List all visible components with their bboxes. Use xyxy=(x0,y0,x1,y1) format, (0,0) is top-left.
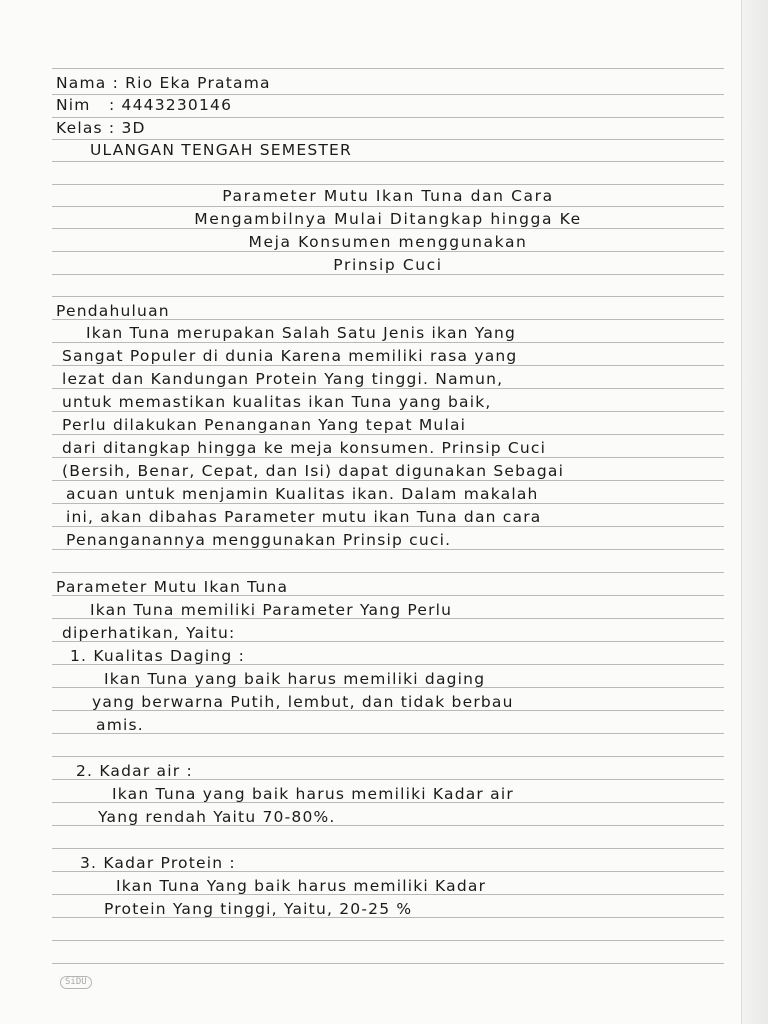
ruled-line xyxy=(52,296,724,297)
intro-line: dari ditangkap hingga ke meja konsumen. Prinsip Cuci xyxy=(62,439,547,457)
essay-title-line-2: Mengambilnya Mulai Ditangkap hingga Ke xyxy=(194,210,582,228)
ruled-line xyxy=(52,94,724,95)
student-nim: Nim : 4443230146 xyxy=(56,96,233,114)
ruled-line xyxy=(52,848,724,849)
ruled-line xyxy=(52,411,724,412)
ruled-line xyxy=(52,184,724,185)
ruled-line xyxy=(52,434,724,435)
section-heading-intro: Pendahuluan xyxy=(56,302,170,320)
ruled-line xyxy=(52,139,724,140)
intro-line: acuan untuk menjamin Kualitas ikan. Dalam makalah xyxy=(66,485,539,503)
page-edge xyxy=(741,0,768,1024)
ruled-line xyxy=(52,228,724,229)
ruled-line xyxy=(52,274,724,275)
ruled-line xyxy=(52,457,724,458)
ruled-line xyxy=(52,365,724,366)
student-class: Kelas : 3D xyxy=(56,119,146,137)
ruled-line xyxy=(52,526,724,527)
ruled-line xyxy=(52,161,724,162)
intro-line: untuk memastikan kualitas ikan Tuna yang baik, xyxy=(62,393,492,411)
exam-title: ULANGAN TENGAH SEMESTER xyxy=(90,141,352,159)
item-3-line: Ikan Tuna Yang baik harus memiliki Kadar xyxy=(116,877,487,895)
intro-line: ini, akan dibahas Parameter mutu ikan Tuna dan cara xyxy=(66,508,542,526)
ruled-line xyxy=(52,503,724,504)
ruled-line xyxy=(52,251,724,252)
ruled-line xyxy=(52,117,724,118)
item-1-line: Ikan Tuna yang baik harus memiliki daging xyxy=(104,670,486,688)
brand-logo: SiDU xyxy=(60,976,92,989)
essay-title-line-3: Meja Konsumen menggunakan xyxy=(248,233,528,251)
item-3-line: Protein Yang tinggi, Yaitu, 20-25 % xyxy=(104,900,413,918)
item-2-line: Yang rendah Yaitu 70-80%. xyxy=(98,808,336,826)
essay-title-line-1: Parameter Mutu Ikan Tuna dan Cara xyxy=(222,187,554,205)
item-1-title: 1. Kualitas Daging : xyxy=(70,647,246,665)
ruled-line xyxy=(52,388,724,389)
ruled-line xyxy=(52,940,724,941)
ruled-line xyxy=(52,572,724,573)
student-name: Nama : Rio Eka Pratama xyxy=(56,74,271,92)
ruled-line xyxy=(52,549,724,550)
ruled-line xyxy=(52,342,724,343)
item-3-title: 3. Kadar Protein : xyxy=(80,854,236,872)
item-1-line: amis. xyxy=(96,716,144,734)
intro-line: Ikan Tuna merupakan Salah Satu Jenis ikan Yang xyxy=(86,324,517,342)
essay-title-line-4: Prinsip Cuci xyxy=(333,256,443,274)
intro-line: lezat dan Kandungan Protein Yang tinggi. Namun, xyxy=(62,370,504,388)
ruled-line xyxy=(52,756,724,757)
ruled-line xyxy=(52,480,724,481)
ruled-line xyxy=(52,733,724,734)
ruled-line xyxy=(52,68,724,69)
item-2-title: 2. Kadar air : xyxy=(76,762,193,780)
intro-line: Sangat Populer di dunia Karena memiliki rasa yang xyxy=(62,347,518,365)
item-2-line: Ikan Tuna yang baik harus memiliki Kadar air xyxy=(112,785,514,803)
item-1-line: yang berwarna Putih, lembut, dan tidak berbau xyxy=(92,693,514,711)
intro-line: Perlu dilakukan Penanganan Yang tepat Mulai xyxy=(62,416,467,434)
section-heading-parameters: Parameter Mutu Ikan Tuna xyxy=(56,578,289,596)
intro-line: (Bersih, Benar, Cepat, dan Isi) dapat digunakan Sebagai xyxy=(62,462,565,480)
params-intro-line: diperhatikan, Yaitu: xyxy=(62,624,236,642)
ruled-line xyxy=(52,963,724,964)
ruled-line xyxy=(52,206,724,207)
intro-line: Penanganannya menggunakan Prinsip cuci. xyxy=(66,531,452,549)
params-intro-line: Ikan Tuna memiliki Parameter Yang Perlu xyxy=(90,601,453,619)
